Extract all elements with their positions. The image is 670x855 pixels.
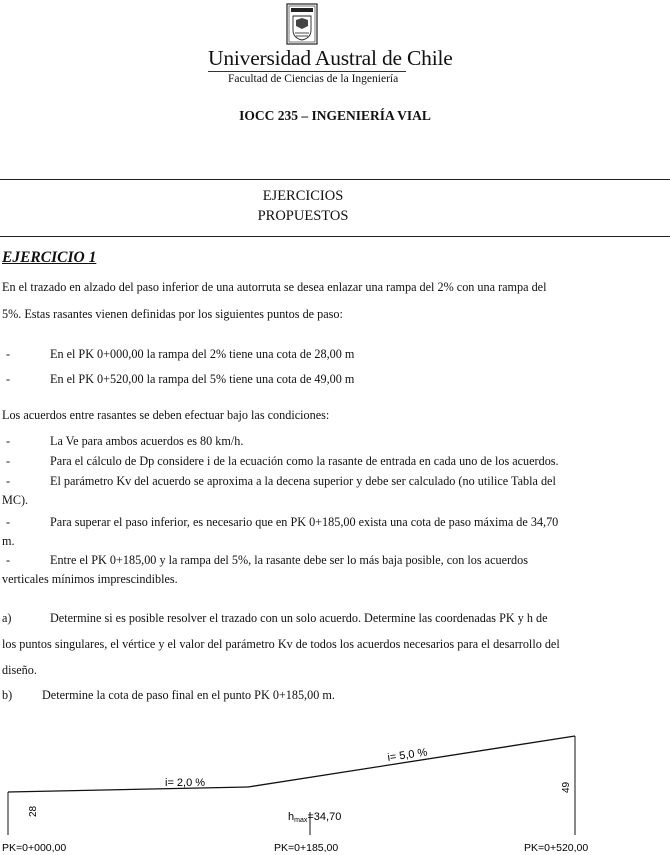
- grade-2-percent-line: [8, 787, 248, 792]
- list-dash: -: [6, 372, 11, 386]
- list-item-text: En el PK 0+000,00 la rampa del 2% tiene una cota de 28,00 m: [50, 347, 355, 361]
- vertical-alignment-profile-diagram: [0, 735, 670, 855]
- question-a-label: a): [2, 611, 12, 625]
- section-heading: [200, 186, 406, 226]
- list-item-continuation: m.: [2, 534, 15, 548]
- end-height-label: 49: [561, 781, 572, 793]
- question-a-text: Determine si es posible resolver el trazado con un solo acuerdo. Determine las coordenadas PK y h de: [50, 611, 548, 625]
- list-item-text: En el PK 0+520,00 la rampa del 5% tiene una cota de 49,00 m: [50, 372, 355, 386]
- list-dash: -: [6, 454, 11, 468]
- intro-line-1: En el trazado en alzado del paso inferior de una autorruta se desea enlazar una rampa del 2% con una rampa del: [2, 280, 547, 294]
- hmax-value: =34,70: [307, 811, 342, 823]
- list-item-text: Para el cálculo de Dp considere i de la ecuación como la rasante de entrada en cada uno de los acuerdos.: [50, 454, 559, 468]
- grade-2-label: i= 5,0 %: [386, 746, 429, 764]
- question-b-label: b): [2, 688, 13, 702]
- list-item-text: Para superar el paso inferior, es necesario que en PK 0+185,00 exista una cota de paso máxima de 34,70: [50, 515, 559, 529]
- bottom-rule: [0, 236, 670, 237]
- course-title: IOCC 235 – INGENIERÍA VIAL: [239, 108, 431, 123]
- pk-start-label: PK=0+000,00: [2, 842, 67, 854]
- hmax-subscript: max: [294, 817, 308, 824]
- question-a-line-2: los puntos singulares, el vértice y el valor del parámetro Kv de todos los acuerdos necesarios para el desarrollo del: [2, 637, 560, 651]
- list-dash: -: [6, 434, 11, 448]
- list-dash: -: [6, 515, 11, 529]
- grade-1-label: i= 2,0 %: [165, 777, 206, 789]
- exercise-title: EJERCICIO 1: [2, 249, 97, 266]
- university-seal-logo: [278, 2, 326, 48]
- university-name: Universidad Austral de Chile: [208, 46, 453, 70]
- heading-line-2: PROPUESTOS: [257, 208, 349, 224]
- list-item-text: Entre el PK 0+185,00 y la rampa del 5%, la rasante debe ser lo más baja posible, con los acuerdos: [50, 553, 528, 567]
- intro-line-2: 5%. Estas rasantes vienen definidas por los siguientes puntos de paso:: [2, 307, 343, 321]
- question-b-text: Determine la cota de paso final en el punto PK 0+185,00 m.: [42, 688, 335, 702]
- list-dash: -: [6, 474, 11, 488]
- grade-5-percent-line: [248, 736, 575, 787]
- start-height-label: 28: [28, 805, 39, 817]
- question-a-line-3: diseño.: [2, 663, 37, 677]
- list-item-continuation: MC).: [2, 493, 29, 507]
- list-dash: -: [6, 553, 11, 567]
- list-item-text: El parámetro Kv del acuerdo se aproxima a la decena superior y debe ser calculado (no utilice Tabla del: [50, 474, 556, 488]
- pk-end-label: PK=0+520,00: [524, 842, 589, 854]
- faculty-name: Facultad de Ciencias de la Ingeniería: [228, 73, 399, 85]
- list-item-text: La Ve para ambos acuerdos es 80 km/h.: [50, 434, 244, 448]
- header-divider: [208, 71, 406, 72]
- pk-mid-label: PK=0+185,00: [274, 842, 339, 854]
- top-rule: [0, 179, 670, 180]
- conditions-intro: Los acuerdos entre rasantes se deben efectuar bajo las condiciones:: [2, 408, 330, 422]
- list-dash: -: [6, 347, 11, 361]
- heading-line-1: EJERCICIOS: [262, 188, 344, 204]
- list-item-continuation: verticales mínimos imprescindibles.: [2, 572, 178, 586]
- hmax-h: h: [288, 811, 295, 823]
- hmax-label: [288, 811, 341, 824]
